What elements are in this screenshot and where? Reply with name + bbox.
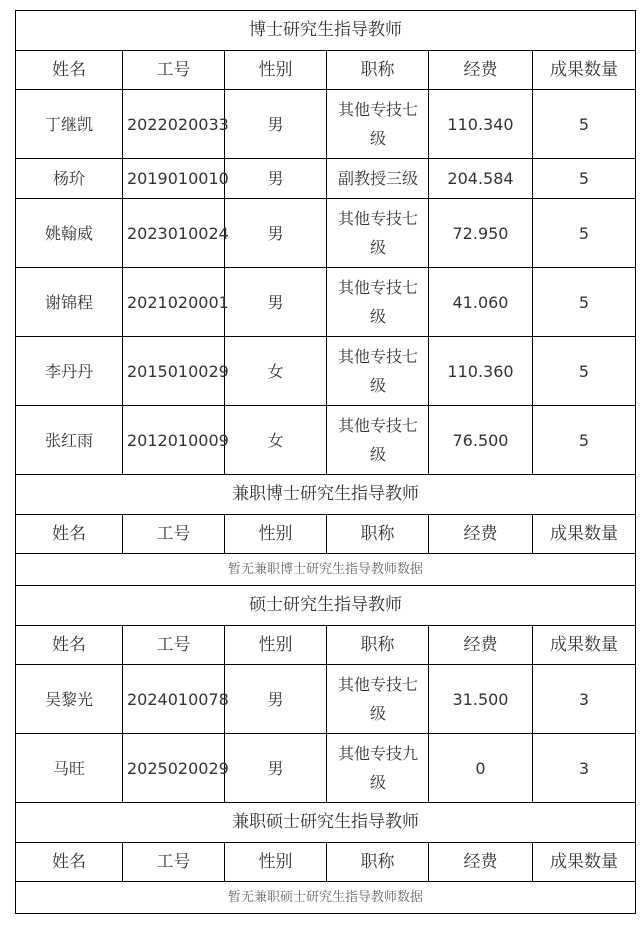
column-header-title: 职称 (327, 626, 429, 665)
cell-title (327, 406, 429, 475)
cell-id: 2012010009 (123, 406, 225, 475)
cell-count: 5 (533, 90, 636, 159)
cell-name: 姚翰威 (16, 199, 123, 268)
cell-funding: 110.360 (429, 337, 533, 406)
masters-section-header (16, 586, 636, 626)
column-header-funding: 经费 (429, 51, 533, 90)
cell-gender: 女 (225, 337, 327, 406)
cell-count: 5 (533, 199, 636, 268)
cell-funding: 31.500 (429, 665, 533, 734)
column-header-count: 成果数量 (533, 51, 636, 90)
cell-id: 2022020033 (123, 90, 225, 159)
cell-gender: 男 (225, 268, 327, 337)
cell-name: 马旺 (16, 734, 123, 803)
cell-title-text: 其他专技七级 (337, 278, 418, 326)
column-header-id: 工号 (123, 51, 225, 90)
cell-gender: 男 (225, 159, 327, 199)
table-row (16, 665, 636, 734)
column-header-funding: 经费 (429, 515, 533, 554)
cell-title-text: 其他专技七级 (337, 209, 418, 257)
advisor-table (15, 10, 636, 914)
cell-title-text: 副教授三级 (337, 169, 418, 188)
cell-count: 5 (533, 159, 636, 199)
table-row (16, 90, 636, 159)
cell-funding: 110.340 (429, 90, 533, 159)
column-header-name: 姓名 (16, 515, 123, 554)
cell-gender: 男 (225, 199, 327, 268)
cell-id: 2019010010 (123, 159, 225, 199)
cell-name: 杨玠 (16, 159, 123, 199)
column-header-gender: 性别 (225, 51, 327, 90)
table-row (16, 159, 636, 199)
column-header-title: 职称 (327, 515, 429, 554)
parttime-masters-empty-row (16, 882, 636, 914)
doctoral-section-header (16, 11, 636, 51)
parttime-doctoral-empty-row (16, 554, 636, 586)
cell-title-text: 其他专技七级 (337, 347, 418, 395)
masters-column-headers (16, 626, 636, 665)
masters-section-title: 硕士研究生指导教师 (16, 586, 636, 626)
cell-name: 吴黎光 (16, 665, 123, 734)
table-row (16, 337, 636, 406)
cell-title-text: 其他专技九级 (337, 744, 418, 792)
cell-gender: 男 (225, 734, 327, 803)
column-header-count: 成果数量 (533, 515, 636, 554)
cell-title (327, 337, 429, 406)
cell-title (327, 665, 429, 734)
cell-title (327, 268, 429, 337)
cell-title (327, 90, 429, 159)
table-row (16, 734, 636, 803)
cell-funding: 204.584 (429, 159, 533, 199)
parttime-doctoral-column-headers (16, 515, 636, 554)
cell-funding: 72.950 (429, 199, 533, 268)
cell-title-text: 其他专技七级 (337, 100, 418, 148)
empty-message: 暂无兼职硕士研究生指导教师数据 (16, 882, 636, 914)
cell-count: 5 (533, 268, 636, 337)
column-header-id: 工号 (123, 515, 225, 554)
column-header-count: 成果数量 (533, 843, 636, 882)
cell-gender: 男 (225, 665, 327, 734)
column-header-id: 工号 (123, 626, 225, 665)
cell-gender: 女 (225, 406, 327, 475)
parttime-masters-section-title: 兼职硕士研究生指导教师 (16, 803, 636, 843)
cell-name: 谢锦程 (16, 268, 123, 337)
cell-funding: 0 (429, 734, 533, 803)
cell-id: 2024010078 (123, 665, 225, 734)
column-header-title: 职称 (327, 843, 429, 882)
doctoral-section-title: 博士研究生指导教师 (16, 11, 636, 51)
cell-funding: 41.060 (429, 268, 533, 337)
table-row (16, 268, 636, 337)
cell-name: 张红雨 (16, 406, 123, 475)
cell-name: 李丹丹 (16, 337, 123, 406)
cell-count: 3 (533, 665, 636, 734)
cell-id: 2023010024 (123, 199, 225, 268)
cell-count: 5 (533, 337, 636, 406)
parttime-doctoral-section-header (16, 475, 636, 515)
cell-name: 丁继凯 (16, 90, 123, 159)
column-header-gender: 性别 (225, 626, 327, 665)
empty-message: 暂无兼职博士研究生指导教师数据 (16, 554, 636, 586)
column-header-id: 工号 (123, 843, 225, 882)
column-header-name: 姓名 (16, 626, 123, 665)
cell-count: 5 (533, 406, 636, 475)
column-header-gender: 性别 (225, 515, 327, 554)
cell-title (327, 159, 429, 199)
cell-id: 2021020001 (123, 268, 225, 337)
cell-title (327, 199, 429, 268)
doctoral-column-headers (16, 51, 636, 90)
parttime-masters-column-headers (16, 843, 636, 882)
cell-title-text: 其他专技七级 (337, 416, 418, 464)
cell-title-text: 其他专技七级 (337, 675, 418, 723)
column-header-funding: 经费 (429, 843, 533, 882)
table-row (16, 199, 636, 268)
column-header-name: 姓名 (16, 843, 123, 882)
cell-gender: 男 (225, 90, 327, 159)
column-header-gender: 性别 (225, 843, 327, 882)
cell-count: 3 (533, 734, 636, 803)
table-row (16, 406, 636, 475)
column-header-funding: 经费 (429, 626, 533, 665)
column-header-name: 姓名 (16, 51, 123, 90)
parttime-doctoral-section-title: 兼职博士研究生指导教师 (16, 475, 636, 515)
parttime-masters-section-header (16, 803, 636, 843)
cell-funding: 76.500 (429, 406, 533, 475)
cell-id: 2025020029 (123, 734, 225, 803)
cell-id: 2015010029 (123, 337, 225, 406)
column-header-title: 职称 (327, 51, 429, 90)
column-header-count: 成果数量 (533, 626, 636, 665)
cell-title (327, 734, 429, 803)
